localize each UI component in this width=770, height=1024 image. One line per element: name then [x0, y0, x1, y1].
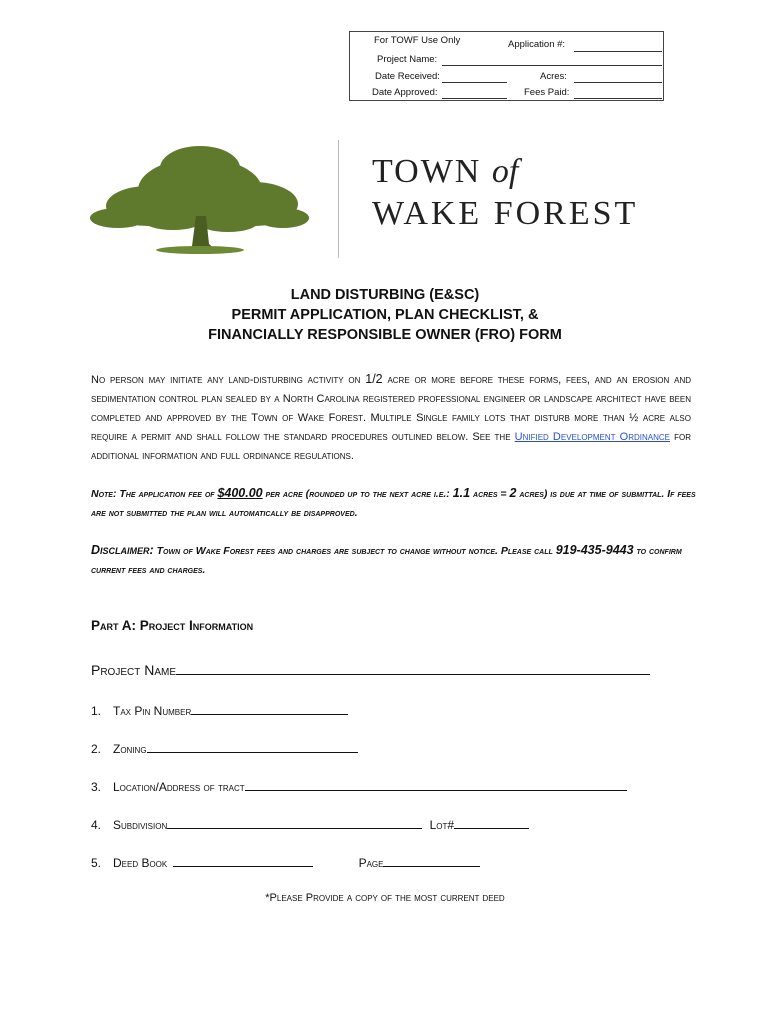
fee-note: Note: The application fee of $400.00 per acre (rounded up to the next acre i.e.: 1.1 acres = 2 acres) is due at time of submittal. If fees are not submitted the plan will automatically be disapproved.	[91, 486, 696, 519]
zoning-input[interactable]	[147, 740, 358, 753]
intro-paragraph: No person may initiate any land-disturbing activity on 1/2 acre or more before these forms, fees, and an erosion and sedimentation control plan sealed by a North Carolina registered professional engineer or landscape architect have been completed and approved by the Town of Wake Forest. Multiple Single family lots that disturb more than ½ acre also require a permit and shall follow the standard procedures outlined below. See the Unified Development Ordinance for additional information and full ordinance regulations.	[91, 372, 692, 462]
date-approved-label: Date Approved:	[372, 87, 438, 98]
fee-amount: $400.00	[217, 486, 263, 500]
location-row: 3. Location/Address of tract	[91, 778, 627, 794]
project-name-field-label: Project Name	[91, 662, 177, 678]
deed-footnote: *Please Provide a copy of the most current deed	[265, 892, 505, 904]
fees-paid-field[interactable]	[574, 88, 662, 99]
lot-label: Lot#	[429, 818, 455, 832]
application-number-label: Application #:	[508, 39, 566, 50]
title-line3: FINANCIALLY RESPONSIBLE OWNER (FRO) FORM	[208, 327, 562, 343]
date-approved-field[interactable]	[442, 88, 507, 99]
deed-book-row: 5. Deed Book Page	[91, 854, 480, 870]
deed-book-label: Deed Book	[113, 856, 168, 870]
town-logo-line2: WAKE FOREST	[372, 195, 639, 232]
title-line2: PERMIT APPLICATION, PLAN CHECKLIST, &	[231, 307, 539, 323]
application-number-field[interactable]	[574, 41, 662, 52]
zoning-label: Zoning	[113, 742, 147, 756]
page-label: Page	[358, 856, 384, 870]
project-name-office-field[interactable]	[442, 55, 662, 66]
fees-paid-label: Fees Paid:	[524, 87, 570, 98]
tax-pin-input[interactable]	[191, 702, 348, 715]
acres-label: Acres:	[540, 71, 567, 82]
part-a-heading: Part A: Project Information	[91, 618, 254, 633]
phone-number: 919-435-9443	[555, 543, 634, 557]
disclaimer: Disclaimer: Town of Wake Forest fees and charges are subject to change without notice. Please call 919-435-9443 to confirm current fees and charges.	[91, 543, 682, 576]
oak-tree-logo	[88, 138, 313, 256]
title-line1: LAND DISTURBING (E&SC)	[290, 287, 480, 303]
town-logo-line1	[372, 153, 518, 191]
office-use-heading: For TOWF Use Only	[374, 35, 461, 46]
lot-input[interactable]	[454, 816, 529, 829]
location-input[interactable]	[245, 778, 627, 791]
project-name-label: Project Name:	[377, 54, 438, 65]
date-received-label: Date Received:	[375, 71, 440, 82]
project-name-input[interactable]	[176, 662, 650, 675]
location-label: Location/Address of tract	[113, 780, 245, 794]
town-word: TOWN	[372, 153, 482, 190]
udo-link[interactable]: Unified Development Ordinance	[514, 431, 670, 443]
form-title	[0, 285, 770, 345]
subdivision-input[interactable]	[167, 816, 422, 829]
tax-pin-label: Tax Pin Number	[113, 704, 192, 718]
page-input[interactable]	[383, 854, 480, 867]
disclaimer-label: Disclaimer:	[91, 543, 154, 557]
project-name-row	[91, 662, 650, 678]
zoning-row: 2. Zoning	[91, 740, 358, 756]
acres-field[interactable]	[574, 72, 662, 83]
of-word: of	[491, 153, 519, 190]
logo-divider	[338, 140, 339, 258]
date-received-field[interactable]	[442, 72, 507, 83]
deed-book-input[interactable]	[173, 854, 313, 867]
tax-pin-row: 1. Tax Pin Number	[91, 702, 348, 718]
subdivision-label: Subdivision	[113, 818, 168, 832]
subdivision-row: 4. Subdivision Lot#	[91, 816, 529, 832]
office-use-box	[349, 31, 664, 101]
